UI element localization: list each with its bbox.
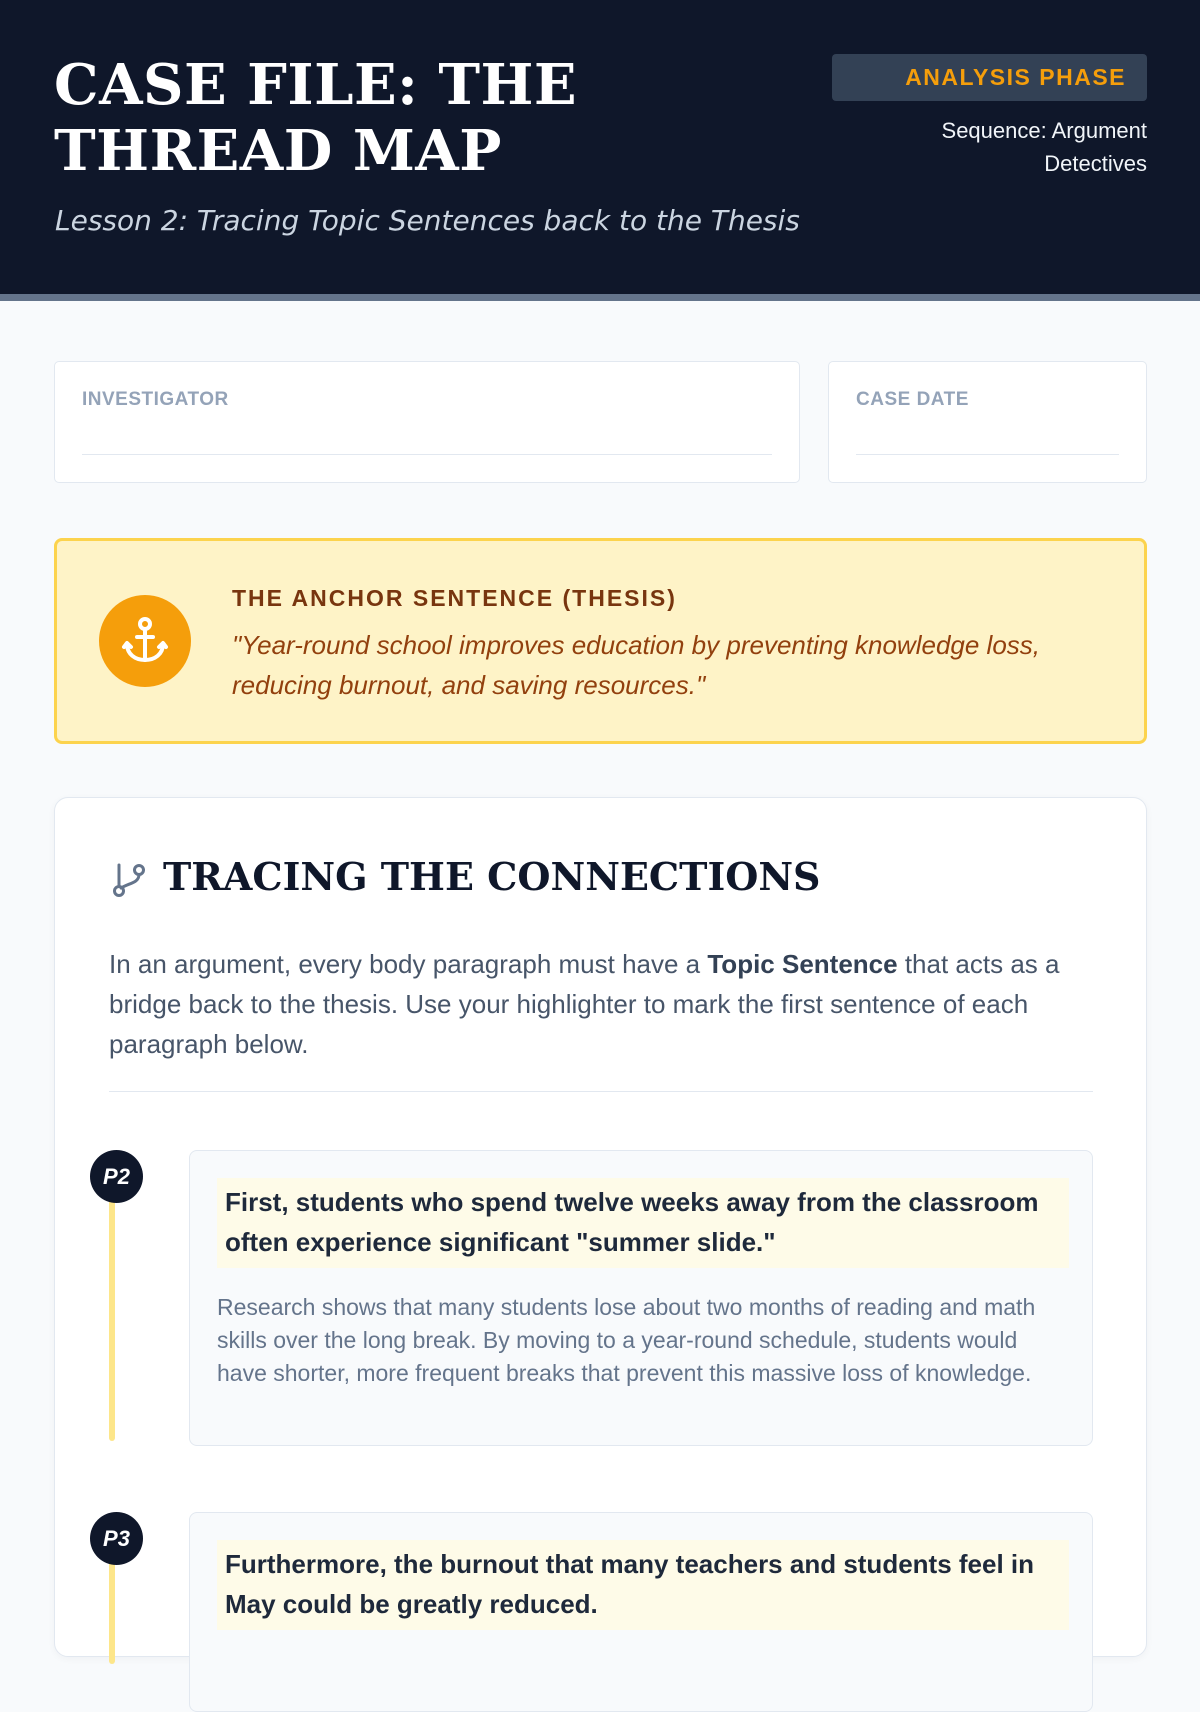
thesis-quote: "Year-round school improves education by preventing knowledge loss, reducing burnout, and saving resources." (232, 630, 1041, 700)
paragraph-card (189, 1512, 1093, 1712)
timeline-line (109, 1181, 115, 1441)
paragraph-badge: P3 (90, 1512, 143, 1565)
branch-icon (109, 861, 147, 904)
tracing-card (54, 797, 1147, 1657)
intro-text-end: that acts as a bridge back to the thesis. Use your highlighter to mark the first sentence of each paragraph below. (109, 949, 1060, 1059)
investigator-label: INVESTIGATOR (82, 389, 229, 410)
case-date-field[interactable] (828, 361, 1147, 483)
thesis-label: THE ANCHOR SENTENCE (THESIS) (232, 585, 677, 611)
paragraph-card (189, 1150, 1093, 1446)
investigator-field[interactable] (54, 361, 800, 483)
lesson-subtitle: Lesson 2: Tracing Topic Sentences back to the Thesis (55, 204, 800, 237)
paragraph-badge: P2 (90, 1150, 143, 1203)
page-title: CASE FILE: THE THREAD MAP (54, 52, 578, 184)
topic-sentence[interactable]: Furthermore, the burnout that many teachers and students feel in May could be greatly reduced. (217, 1540, 1069, 1630)
sequence-label: Sequence: Argument Detectives (941, 118, 1147, 176)
case-date-label: CASE DATE (856, 389, 969, 410)
case-file-header (0, 0, 1200, 301)
thesis-card (54, 538, 1147, 744)
phase-badge: ANALYSIS PHASE (832, 54, 1147, 101)
section-title: TRACING THE CONNECTIONS (163, 854, 821, 899)
case-date-input-line[interactable] (856, 454, 1119, 455)
topic-sentence[interactable]: First, students who spend twelve weeks away from the classroom often experience significant "summer slide." (217, 1178, 1069, 1268)
divider (109, 1091, 1093, 1092)
supporting-text: Research shows that many students lose about two months of reading and math skills over the long break. By moving to a year-round schedule, students would have shorter, more frequent breaks that prevent this massive loss of knowledge. (217, 1294, 1036, 1386)
anchor-icon (99, 595, 191, 687)
instructions-text (109, 944, 1094, 1064)
investigator-input-line[interactable] (82, 454, 772, 455)
intro-highlight-term: Topic Sentence (707, 949, 898, 979)
intro-text-start: In an argument, every body paragraph must have a (109, 949, 708, 979)
